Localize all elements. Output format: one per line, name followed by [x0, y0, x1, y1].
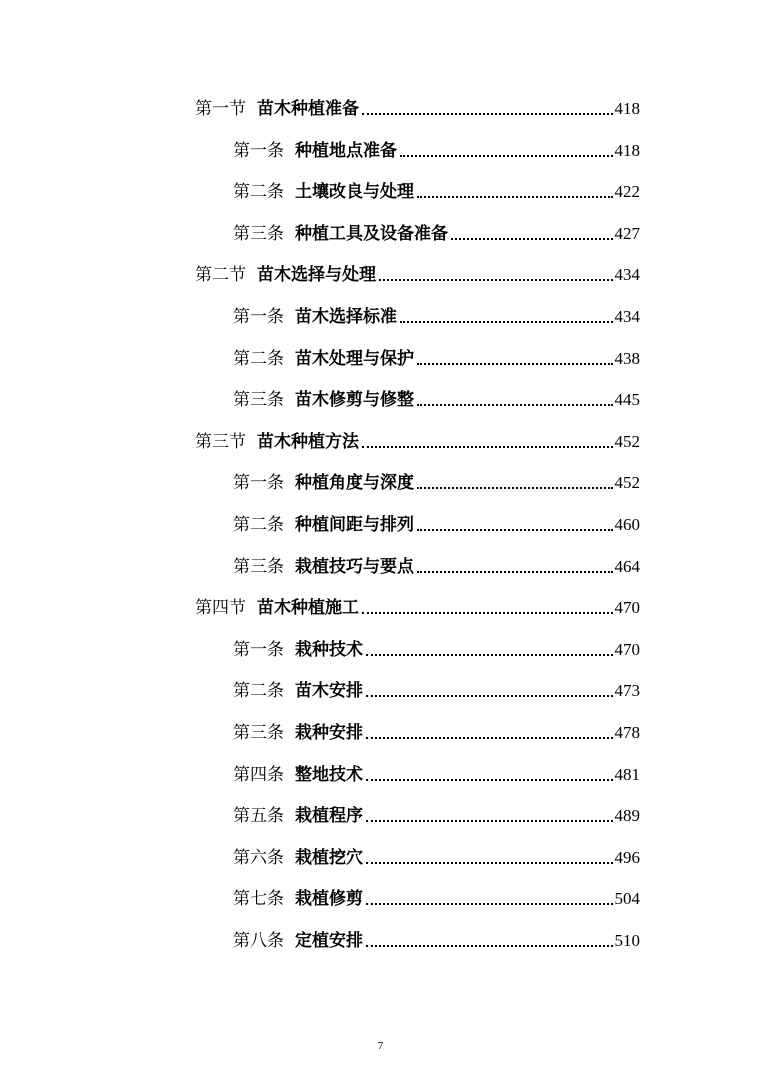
toc-entry-label: 第八条 [233, 931, 284, 951]
toc-entry-title: 定植安排 [295, 931, 363, 951]
toc-entry-page: 496 [614, 847, 640, 867]
toc-dot-leader [366, 861, 613, 864]
toc-dot-leader [366, 736, 613, 739]
toc-article-entry[interactable] [233, 638, 640, 662]
toc-entry-page: 481 [614, 764, 640, 784]
toc-article-entry[interactable] [233, 180, 640, 204]
toc-entry-label: 第六条 [233, 847, 284, 868]
toc-entry-page: 418 [614, 99, 640, 118]
toc-dot-leader [417, 362, 613, 365]
toc-article-entry[interactable] [233, 763, 640, 787]
toc-entry-page: 464 [614, 556, 640, 576]
toc-article-entry[interactable] [233, 222, 640, 246]
toc-article-entry[interactable] [233, 139, 640, 163]
toc-section-entry[interactable] [195, 263, 640, 287]
toc-dot-leader [362, 611, 613, 614]
toc-entry-page: 438 [614, 348, 640, 368]
toc-entry-label: 第七条 [233, 889, 284, 910]
toc-entry-label: 第二条 [233, 681, 284, 702]
toc-entry-title: 种植间距与排列 [295, 515, 414, 535]
toc-dot-leader [451, 237, 613, 240]
toc-entry-label: 第四节 [195, 598, 246, 619]
toc-entry-page: 473 [614, 681, 640, 701]
toc-article-entry[interactable] [233, 388, 640, 412]
toc-entry-label: 第三条 [233, 723, 284, 743]
page-number: 7 [377, 1040, 384, 1052]
toc-entry-page: 504 [614, 889, 640, 909]
toc-entry-title: 苗木安排 [295, 681, 363, 702]
toc-article-entry[interactable] [233, 721, 640, 745]
toc-entry-title: 种植角度与深度 [295, 473, 414, 494]
toc-article-entry[interactable] [233, 555, 640, 579]
toc-dot-leader [366, 653, 613, 656]
toc-article-entry[interactable] [233, 679, 640, 703]
toc-article-entry[interactable] [233, 471, 640, 495]
toc-entry-title: 栽植挖穴 [295, 847, 363, 868]
toc-entry-label: 第四条 [233, 764, 284, 785]
toc-entry-title: 种植地点准备 [295, 140, 397, 161]
toc-article-entry[interactable] [233, 513, 640, 537]
toc-entry-page: 489 [614, 806, 640, 826]
toc-entry-title: 栽植技巧与要点 [295, 556, 414, 577]
toc-entry-label: 第一条 [233, 307, 284, 327]
toc-dot-leader [417, 403, 613, 406]
toc-entry-label: 第三节 [195, 431, 246, 452]
toc-entry-title: 栽种安排 [295, 723, 363, 743]
toc-entry-title: 苗木种植施工 [257, 598, 359, 619]
toc-section-entry[interactable] [195, 430, 640, 454]
toc-entry-page: 460 [614, 515, 640, 534]
toc-dot-leader [417, 528, 613, 531]
toc-dot-leader [417, 486, 613, 489]
toc-section-entry[interactable] [195, 596, 640, 620]
toc-entry-title: 整地技术 [295, 764, 363, 785]
toc-entry-title: 栽植修剪 [295, 889, 363, 910]
toc-entry-title: 种植工具及设备准备 [295, 223, 448, 244]
toc-entry-title: 苗木种植准备 [257, 99, 359, 119]
toc-entry-label: 第二节 [195, 265, 246, 286]
toc-dot-leader [400, 320, 613, 323]
toc-entry-page: 418 [614, 140, 640, 160]
toc-dot-leader [362, 112, 613, 115]
toc-entry-label: 第二条 [233, 182, 284, 203]
toc-dot-leader [366, 944, 613, 947]
toc-entry-page: 452 [614, 473, 640, 493]
toc-entry-title: 栽种技术 [295, 639, 363, 660]
toc-entry-label: 第五条 [233, 806, 284, 827]
toc-dot-leader [417, 570, 613, 573]
toc-section-entry[interactable] [195, 97, 640, 121]
toc-entry-page: 478 [614, 723, 640, 742]
toc-entry-page: 427 [614, 223, 640, 243]
toc-entry-page: 510 [614, 931, 640, 950]
toc-entry-label: 第一条 [233, 140, 284, 161]
toc-entry-label: 第二条 [233, 348, 284, 369]
toc-dot-leader [366, 902, 613, 905]
toc-entry-label: 第二条 [233, 515, 284, 535]
toc-dot-leader [400, 154, 613, 157]
toc-entry-title: 苗木种植方法 [257, 431, 359, 452]
toc-entry-label: 第一节 [195, 99, 246, 119]
toc-dot-leader [417, 195, 613, 198]
toc-entry-page: 434 [614, 265, 640, 285]
toc-article-entry[interactable] [233, 846, 640, 870]
toc-entry-label: 第三条 [233, 556, 284, 577]
toc-entry-title: 栽植程序 [295, 806, 363, 827]
toc-entry-label: 第一条 [233, 639, 284, 660]
toc-entry-page: 422 [614, 182, 640, 202]
toc-entry-label: 第一条 [233, 473, 284, 494]
toc-entry-title: 土壤改良与处理 [295, 182, 414, 203]
toc-entry-page: 452 [614, 431, 640, 451]
toc-entry-page: 470 [614, 598, 640, 618]
toc-dot-leader [362, 445, 613, 448]
toc-dot-leader [379, 278, 613, 281]
toc-entry-title: 苗木修剪与修整 [295, 390, 414, 411]
toc-dot-leader [366, 694, 613, 697]
toc-entry-label: 第三条 [233, 223, 284, 244]
toc-entry-title: 苗木处理与保护 [295, 348, 414, 369]
toc-dot-leader [366, 819, 613, 822]
toc-entry-page: 470 [614, 639, 640, 659]
toc-entry-title: 苗木选择与处理 [257, 265, 376, 286]
toc-article-entry[interactable] [233, 347, 640, 371]
toc-entry-page: 434 [614, 307, 640, 326]
toc-entry-page: 445 [614, 390, 640, 410]
toc-dot-leader [366, 778, 613, 781]
toc-article-entry[interactable] [233, 305, 640, 329]
toc-article-entry[interactable] [233, 887, 640, 911]
toc-article-entry[interactable] [233, 929, 640, 953]
toc-article-entry[interactable] [233, 804, 640, 828]
toc-entry-label: 第三条 [233, 390, 284, 411]
toc-entry-title: 苗木选择标准 [295, 307, 397, 327]
